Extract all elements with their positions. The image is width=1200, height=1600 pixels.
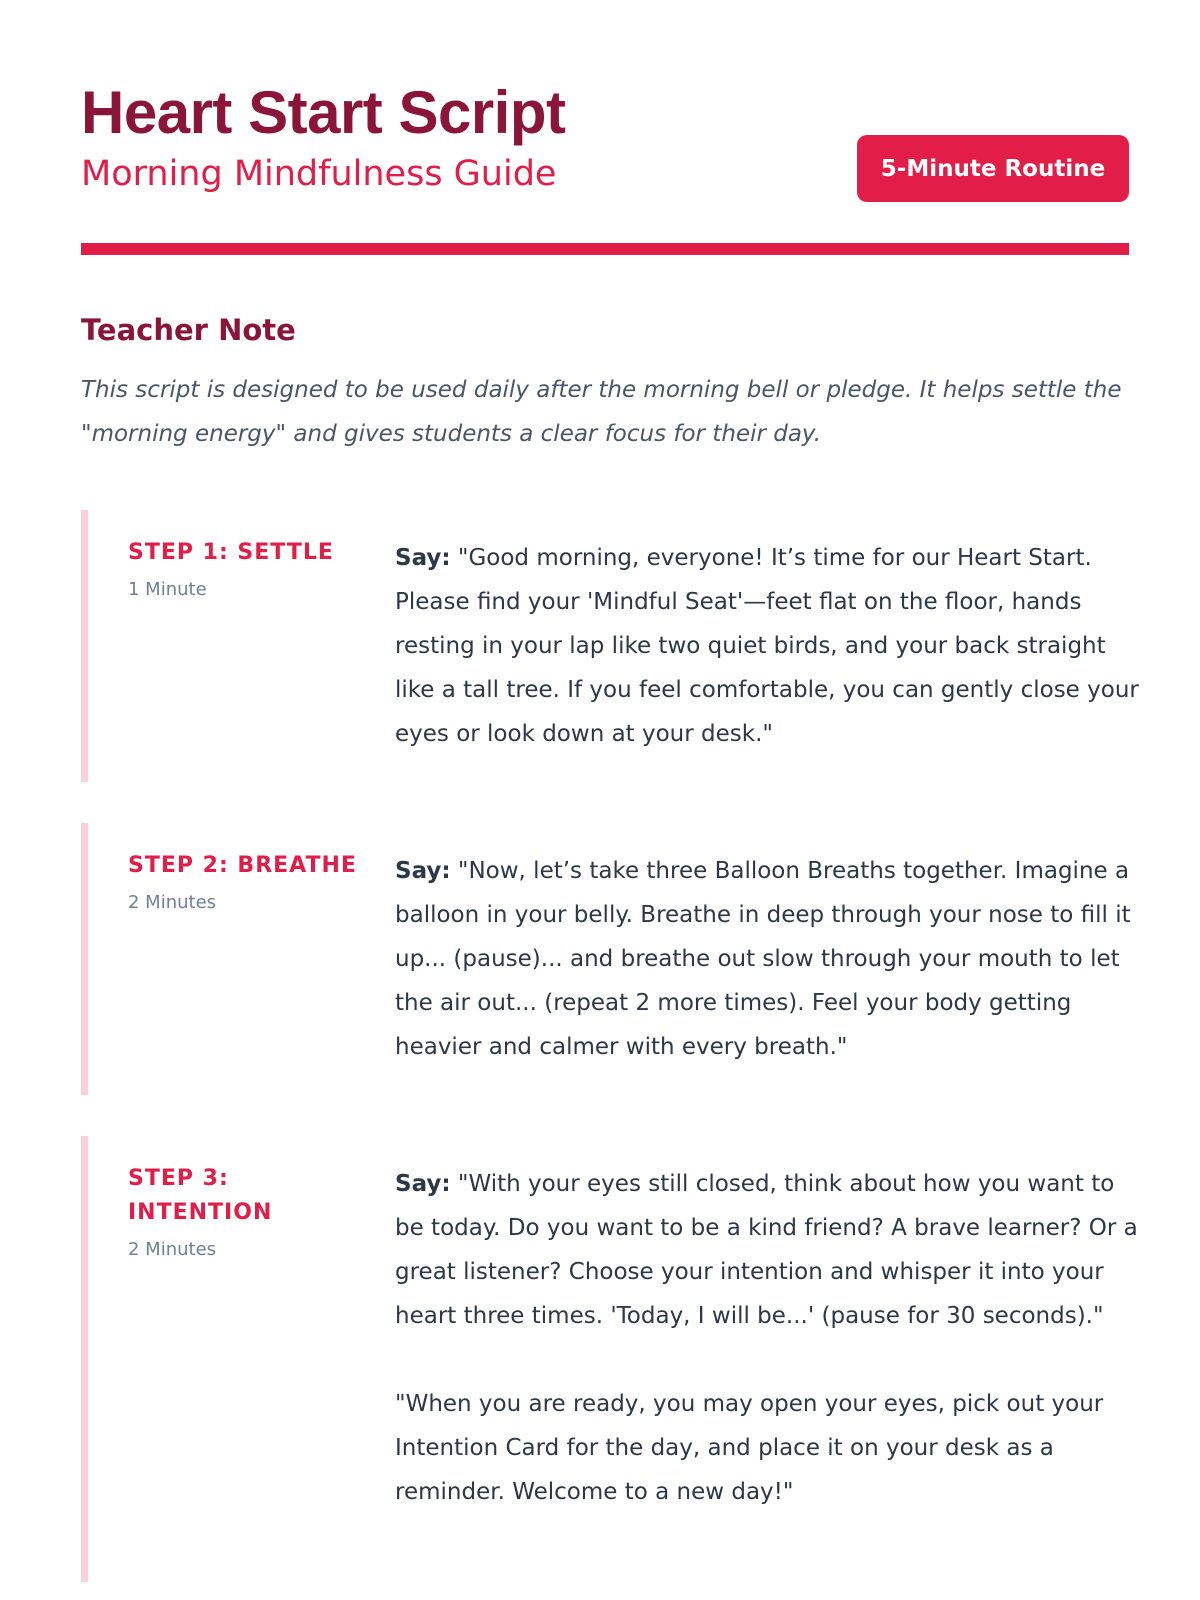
header-divider [81,243,1129,255]
script-page [81,0,1139,1505]
step-duration: 2 Minutes [128,1239,217,1260]
script-paragraph: "When you are ready, you may open your eyes, pick out your Intention Card for the day, and place it on your desk as a reminder. Welcome to a new day!" [395,1391,1104,1505]
step-label [128,849,368,917]
say-label: Say: [395,1171,451,1197]
step-script [395,849,1140,1069]
script-paragraph [395,1162,1140,1338]
teacher-note-heading: Teacher Note [81,313,296,347]
step-script [395,536,1140,756]
step-breathe [81,823,1129,1095]
step-intention [81,1136,1138,1582]
step-settle [81,510,1139,782]
step-label [128,536,368,604]
script-paragraph [395,849,1140,1069]
script-text: "With your eyes still closed, think about how you want to be today. Do you want to be a kind friend? A brave learner? Or a great listener? Choose your intention and whisper it into your heart three times. 'Today, I will be...' (pause for 30 seconds)." [395,1171,1138,1329]
step-label [128,1162,368,1264]
page-title: Heart Start Script [81,79,566,146]
step-script [395,1162,1140,1514]
step-title: STEP 3: INTENTION [128,1166,273,1225]
script-paragraph [395,536,1140,756]
page-subtitle: Morning Mindfulness Guide [81,154,557,194]
teacher-note-text: This script is designed to be used daily after the morning bell or pledge. It helps settle the "morning energy" and gives students a clear focus for their day. [81,377,1122,447]
step-duration: 1 Minute [128,579,207,600]
script-text: "Now, let’s take three Balloon Breaths together. Imagine a balloon in your belly. Breathe in deep through your nose to fill it up... (pause)... and breathe out slow through your mouth to let the air out... (repeat 2 more times). Feel your body getting heavier and calmer with every breath." [395,858,1131,1060]
say-label: Say: [395,858,451,884]
script-text: "Good morning, everyone! It’s time for our Heart Start. Please find your 'Mindful Seat'—feet flat on the floor, hands resting in your lap like two quiet birds, and your back straight like a tall tree. If you feel comfortable, you can gently close your eyes or look down at your desk." [395,545,1139,747]
step-title: STEP 1: SETTLE [128,540,334,565]
routine-badge: 5-Minute Routine [857,135,1129,202]
step-duration: 2 Minutes [128,892,217,913]
step-title: STEP 2: BREATHE [128,853,357,878]
page-header [81,0,1129,256]
say-label: Say: [395,545,451,571]
